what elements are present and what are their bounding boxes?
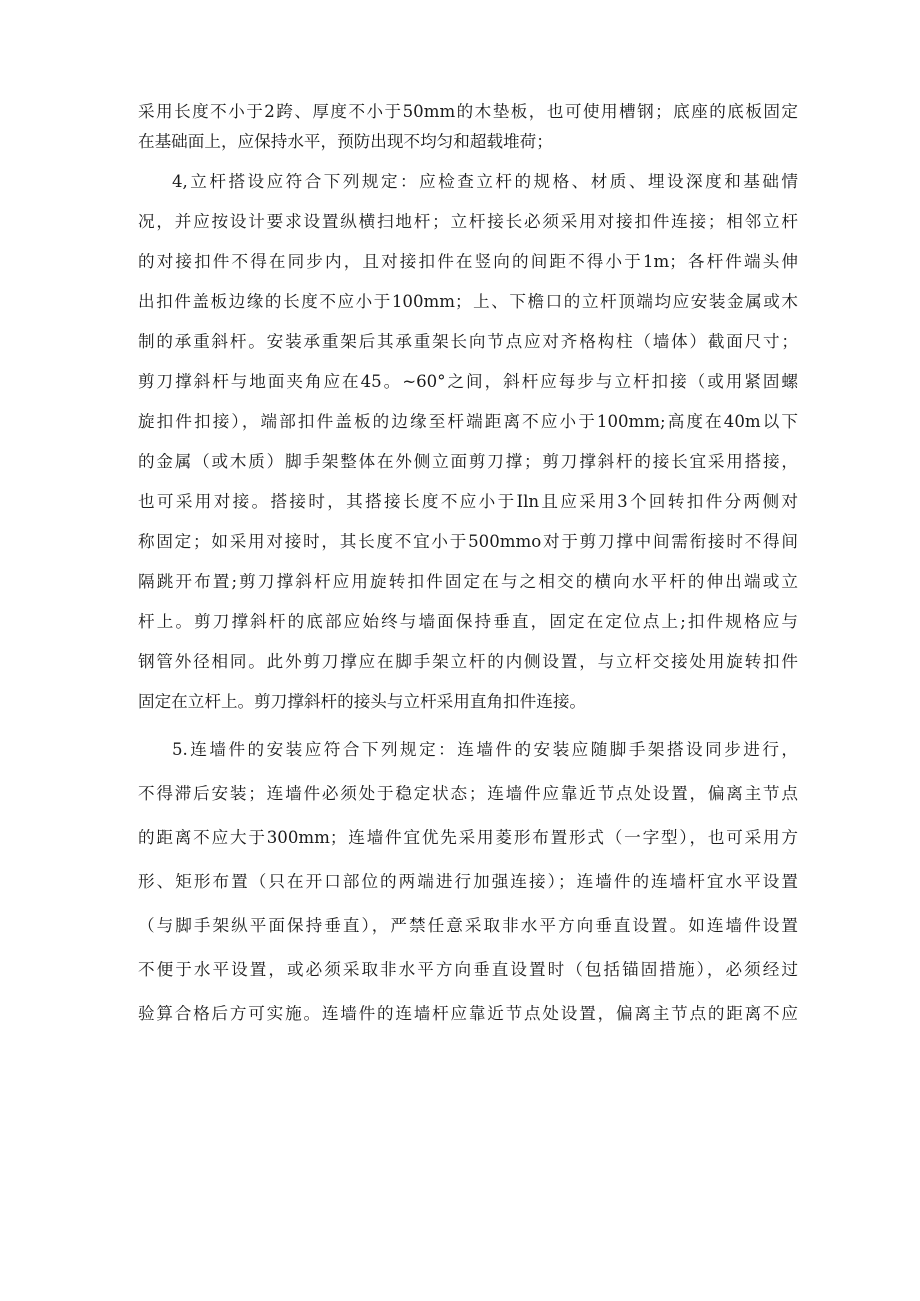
text-line: 的金属（或木质）脚手架整体在外侧立面剪刀撑；剪刀撑斜杆的接长宜采用搭接， (138, 452, 798, 471)
text-line: 出扣件盖板边缘的长度不应小于100mm；上、下檐口的立杆顶端均应安装金属或木 (138, 292, 798, 311)
text-line: 不得滞后安装；连墙件必须处于稳定状态；连墙件应靠近节点处设置，偏离主节点 (138, 784, 798, 803)
paragraph-4-start: 4,立杆搭设应符合下列规定：应检查立杆的规格、材质、埋设深度和基础情 (172, 172, 798, 191)
text-line: 隔跳开布置;剪刀撑斜杆应用旋转扣件固定在与之相交的横向水平杆的伸出端或立 (138, 572, 798, 591)
text-line: 钢管外径相同。此外剪刀撑应在脚手架立杆的内侧设置，与立杆交接处用旋转扣件 (138, 652, 798, 671)
text-line: （与脚手架纵平面保持垂直），严禁任意采取非水平方向垂直设置。如连墙件设置 (138, 916, 798, 935)
text-line: 杆上。剪刀撑斜杆的底部应始终与墙面保持垂直，固定在定位点上;扣件规格应与 (138, 612, 798, 631)
text-line: 验算合格后方可实施。连墙件的连墙杆应靠近节点处设置，偏离主节点的距离不应 (138, 1004, 798, 1023)
text-line: 形、矩形布置（只在开口部位的两端进行加强连接）；连墙件的连墙杆宜水平设置 (138, 872, 798, 891)
paragraph-5-start: 5.连墙件的安装应符合下列规定：连墙件的安装应随脚手架搭设同步进行， (172, 740, 798, 759)
text-line: 剪刀撑斜杆与地面夹角应在45。~60°之间，斜杆应每步与立杆扣接（或用紧固螺 (138, 372, 798, 391)
text-line: 旋扣件扣接），端部扣件盖板的边缘至杆端距离不应小于100mm;高度在40m以下 (138, 412, 798, 431)
text-line: 在基础面上，应保持水平，预防出现不均匀和超载堆荷； (138, 132, 553, 151)
text-line: 况，并应按设计要求设置纵横扫地杆；立杆接长必须采用对接扣件连接；相邻立杆 (138, 212, 798, 231)
text-line: 的距离不应大于300mm；连墙件宜优先采用菱形布置形式（一字型），也可采用方 (138, 828, 798, 847)
text-line: 不便于水平设置，或必须采取非水平方向垂直设置时（包括锚固措施），必须经过 (138, 960, 798, 979)
text-line: 的对接扣件不得在同步内，且对接扣件在竖向的间距不得小于1m；各杆件端头伸 (138, 252, 798, 271)
text-line: 制的承重斜杆。安装承重架后其承重架长向节点应对齐格构柱（墙体）截面尺寸； (138, 332, 798, 351)
text-line: 固定在立杆上。剪刀撑斜杆的接头与立杆采用直角扣件连接。 (138, 692, 587, 711)
text-line: 采用长度不小于2跨、厚度不小于50mm的木垫板，也可使用槽钢；底座的底板固定 (138, 102, 798, 121)
text-line: 称固定；如采用对接时，其长度不宜小于500mmo对于剪刀撑中间需衔接时不得间 (138, 532, 798, 551)
text-line: 也可采用对接。搭接时，其搭接长度不应小于Iln且应采用3个回转扣件分两侧对 (138, 492, 798, 511)
